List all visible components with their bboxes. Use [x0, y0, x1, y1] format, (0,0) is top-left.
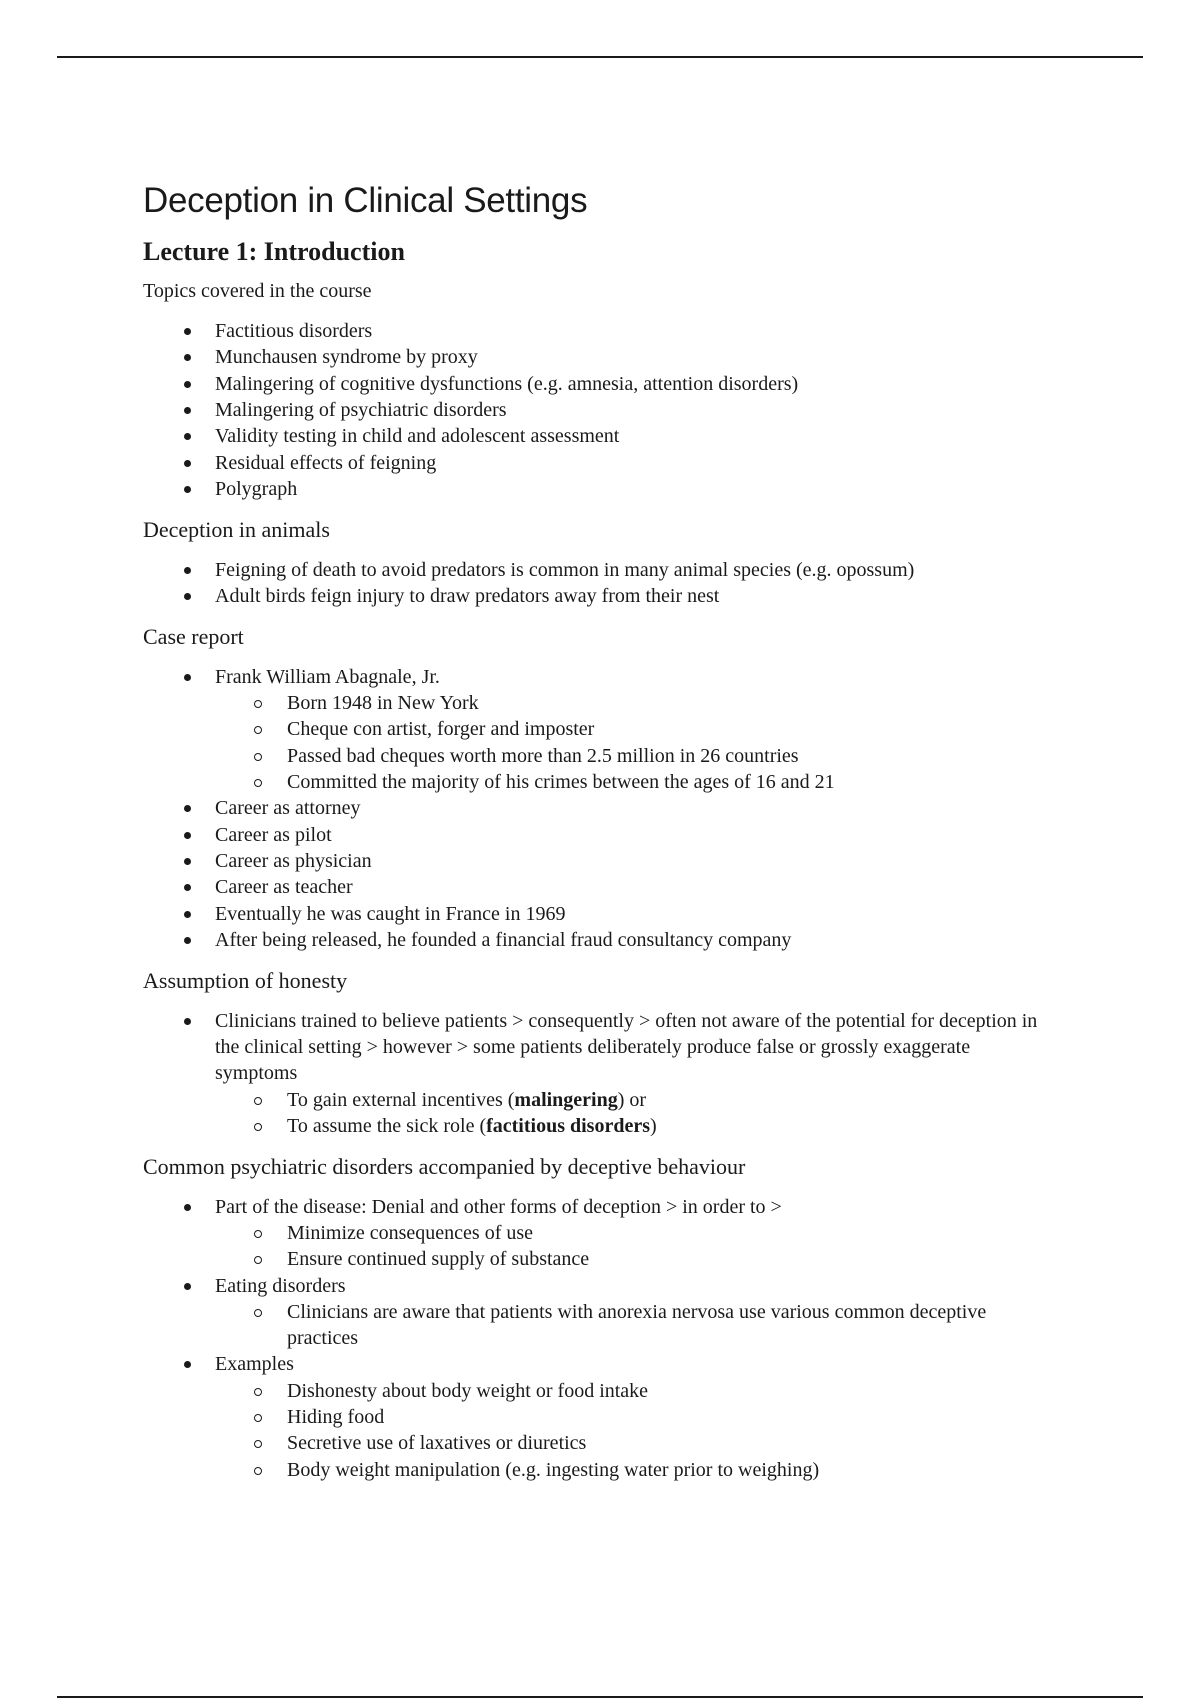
psych-sublist	[215, 1378, 1043, 1483]
list-item: Malingering of cognitive dysfunctions (e.g. amnesia, attention disorders)	[143, 371, 1043, 397]
list-item: Factitious disorders	[143, 318, 1043, 344]
list-item: Residual effects of feigning	[143, 450, 1043, 476]
document-title: Deception in Clinical Settings	[143, 181, 588, 220]
psych-item-text: Examples	[215, 1353, 294, 1376]
animals-heading: Deception in animals	[143, 517, 330, 543]
list-item: Career as physician	[143, 848, 1043, 874]
sub-list-item: Born 1948 in New York	[215, 690, 1043, 716]
honesty-heading: Assumption of honesty	[143, 968, 348, 994]
case-sublist	[215, 690, 1043, 795]
list-item	[143, 1351, 1043, 1482]
psych-list	[143, 1194, 1043, 1483]
text-prefix: To assume the sick role (	[287, 1114, 487, 1137]
list-item: Adult birds feign injury to draw predators away from their nest	[143, 583, 1043, 609]
sub-list-item: Hiding food	[215, 1404, 1043, 1430]
sub-list-item: Dishonesty about body weight or food intake	[215, 1378, 1043, 1404]
honesty-list	[143, 1008, 1043, 1139]
text-prefix: To gain external incentives (	[287, 1088, 515, 1111]
list-item: After being released, he founded a financial fraud consultancy company	[143, 927, 1043, 953]
list-item: Polygraph	[143, 476, 1043, 502]
honesty-sublist	[215, 1087, 1043, 1140]
psych-heading: Common psychiatric disorders accompanied by deceptive behaviour	[143, 1154, 746, 1180]
topics-list	[143, 318, 1043, 502]
psych-item-text: Eating disorders	[215, 1274, 346, 1297]
list-item: Career as pilot	[143, 822, 1043, 848]
case-subject: Frank William Abagnale, Jr.	[215, 665, 440, 688]
sub-list-item: Clinicians are aware that patients with anorexia nervosa use various common deceptive practices	[215, 1299, 1043, 1352]
case-list	[143, 664, 1043, 953]
malingering-term: malingering	[514, 1088, 618, 1111]
topics-heading: Topics covered in the course	[143, 280, 372, 303]
psych-item-text: Part of the disease: Denial and other forms of deception > in order to >	[215, 1195, 782, 1218]
sub-list-item	[215, 1113, 1043, 1139]
psych-sublist	[215, 1299, 1043, 1352]
psych-sublist	[215, 1220, 1043, 1273]
sub-list-item: Body weight manipulation (e.g. ingesting water prior to weighing)	[215, 1457, 1043, 1483]
list-item: Eventually he was caught in France in 1969	[143, 901, 1043, 927]
list-item: Career as teacher	[143, 874, 1043, 900]
sub-list-item: Committed the majority of his crimes between the ages of 16 and 21	[215, 769, 1043, 795]
document-body	[143, 180, 1043, 1497]
list-item	[143, 664, 1043, 795]
list-item: Munchausen syndrome by proxy	[143, 344, 1043, 370]
list-item	[143, 1008, 1043, 1139]
sub-list-item: Passed bad cheques worth more than 2.5 million in 26 countries	[215, 743, 1043, 769]
list-item: Malingering of psychiatric disorders	[143, 397, 1043, 423]
factitious-term: factitious disorders	[486, 1114, 650, 1137]
sub-list-item: Ensure continued supply of substance	[215, 1246, 1043, 1272]
list-item: Feigning of death to avoid predators is common in many animal species (e.g. opossum)	[143, 557, 1043, 583]
sub-list-item: Cheque con artist, forger and imposter	[215, 716, 1043, 742]
lecture-heading: Lecture 1: Introduction	[143, 237, 405, 266]
sub-list-item: Minimize consequences of use	[215, 1220, 1043, 1246]
list-item: Validity testing in child and adolescent assessment	[143, 423, 1043, 449]
list-item	[143, 1273, 1043, 1352]
text-suffix: )	[650, 1114, 657, 1137]
text-suffix: ) or	[617, 1088, 647, 1111]
bottom-rule	[57, 1696, 1143, 1698]
animals-list	[143, 557, 1043, 610]
honesty-text: Clinicians trained to believe patients > consequently > often not aware of the potential for deception in the clinical setting > however > some patients deliberately produce false or grossly exaggerate symptoms	[215, 1009, 1038, 1085]
list-item: Career as attorney	[143, 795, 1043, 821]
sub-list-item: Secretive use of laxatives or diuretics	[215, 1430, 1043, 1456]
sub-list-item	[215, 1087, 1043, 1113]
case-heading: Case report	[143, 624, 244, 650]
list-item	[143, 1194, 1043, 1273]
top-rule	[57, 56, 1143, 58]
